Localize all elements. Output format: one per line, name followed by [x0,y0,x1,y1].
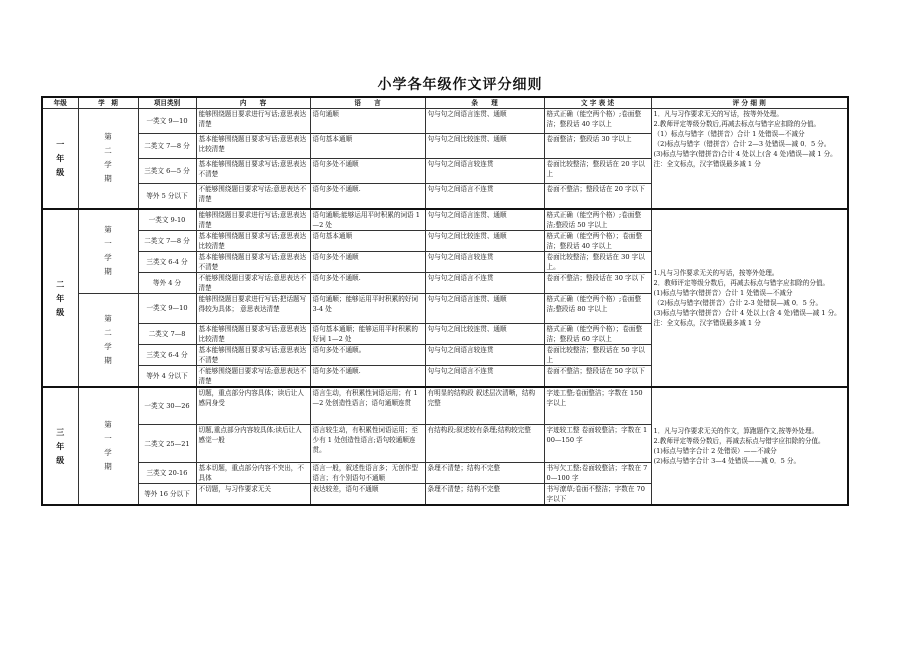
language-cell: 语言较生动，有积累性词语运用；至少有 1 处创造性语言;语句较通顺连贯。 [310,425,425,463]
category-cell: 二类文 25—21 [138,425,196,463]
language-cell: 表达较差，语句不通顺 [310,484,425,506]
semester-char: 期 [104,267,112,276]
writing-cell: 格式正确（能空两个格）；卷面整洁；整段话 60 字以上 [544,323,651,344]
content-cell: 不能够围绕题目要求写话;意思表达不清楚 [196,272,310,293]
semester-char: 二 [104,146,112,156]
category-cell: 二类文 7—8 分 [138,230,196,251]
semester-char: 第 [104,419,112,429]
header-grade: 年级 [42,97,78,109]
semester-char: 学 [104,253,112,262]
content-cell: 能够围绕题目要求进行写话;把话题写得较为具体； 意思表达清楚 [196,293,310,323]
writing-cell: 书写潦草;卷面不整洁；字数在 70 字以下 [544,484,651,506]
table-body [42,109,848,506]
structure-cell: 句与句之间语言连贯、通顺 [425,293,544,323]
language-cell: 语句多处不通顺. [310,184,425,209]
content-cell: 能够围绕题目要求进行写话;意思表达清楚 [196,109,310,134]
structure-cell: 句与句之间语言连贯、通顺 [425,109,544,134]
language-cell: 语言一般，叙述性语言多；无创作型语言；有个别语句不通顺 [310,463,425,484]
content-cell: 能够围绕题目要求进行写话;意思表达清楚 [196,209,310,231]
structure-cell: 句与句之间语言不连贯 [425,184,544,209]
header-row [42,97,848,109]
semester-char: 一 [104,433,112,443]
table-row [42,209,848,231]
language-cell: 语句基本通顺；能够运用平时积累的好词 1—2 处 [310,323,425,344]
category-cell: 一类文 9—10 [138,293,196,323]
structure-cell: 句与句之间语言较连贯 [425,251,544,272]
grade-char: 一 [56,139,65,150]
content-cell: 不切题，与习作要求无关 [196,484,310,506]
content-cell: 基本能够围绕题目要求写话;意思表达比较清楚 [196,230,310,251]
writing-cell: 卷面不整洁；整段话在 30 字以下 [544,272,651,293]
structure-cell: 句与句之间语言较连贯 [425,344,544,365]
semester-char: 期 [104,355,112,365]
semester-char: 期 [104,461,112,471]
semester-char: 第 [104,313,112,323]
header-writing: 文 字 表 述 [544,97,651,109]
language-cell: 语句通顺 [310,109,425,134]
content-cell: 基本能够围绕题目要求写话;意思表达不清楚 [196,251,310,272]
content-cell: 切题，重点部分内容具体；读后让人感同身受 [196,387,310,425]
writing-cell: 格式正确（能空两个格）；卷面整洁；整段话 40 字以上 [544,230,651,251]
grade-char: 三 [56,426,65,437]
header-rules: 评 分 细 则 [651,97,848,109]
writing-cell: 卷面比较整洁；整段话在 50 字以上 [544,344,651,365]
rules-cell: 1．凡与习作要求无关的作文，算跑题作文,按等外处理。 2.教师评定等级分数后，再减去标点与错字应扣除的分值。 (1)标点与错字合计 2 处错误）——不减分 (2)标点与错字合计 3—4 处错误——减 0．5 分。 [651,387,848,506]
semester-char: 一 [104,239,112,248]
table-row [42,109,848,134]
writing-cell: 卷面不整洁；整段话在 20 字以下 [544,184,651,209]
grade-char: 年 [56,440,65,451]
grade-cell [42,209,78,387]
category-cell: 二类文 7—8 [138,323,196,344]
header-category: 项目类别 [138,97,196,109]
content-cell: 不能够围绕题目要求写话;意思表达不清楚 [196,365,310,387]
writing-cell: 字迹较工整 卷面较整洁；字数在 100—150 字 [544,425,651,463]
scoring-table [41,96,849,506]
grade-cell [42,109,78,209]
structure-cell: 句与句之间语言较连贯 [425,159,544,184]
writing-cell: 卷面不整洁；整段话在 50 字以下 [544,365,651,387]
semester-char: 二 [104,327,112,337]
grade-cell [42,387,78,506]
header-structure: 条 理 [425,97,544,109]
grade-char: 年 [56,153,65,164]
content-cell: 基本能够围绕题目要求写话;意思表达比较清楚 [196,323,310,344]
writing-cell: 卷面比较整洁；整段话在 30 字以上。 [544,251,651,272]
category-cell: 一类文 9—10 [138,109,196,134]
category-cell: 二类文 7—8 分 [138,134,196,159]
rules-cell: 1.凡与习作要求无关的写话，按等外处理。 2．教师评定等级分数后，再减去标点与错字应扣除的分值。 (1)标点与错字(错拼音）合计 1 处错误—不减分 （2)标点与错字(错拼音）合计 2-3 处错误—减 0．5 分。 (3)标点与错字(错拼音）合计 4 处以上(含 4 处)错误—减 1 分。 注：全文标点，汉字错误最多减 1 分 [651,209,848,387]
language-cell: 语句多处不通顺 [310,251,425,272]
category-cell: 等外 4 分以下 [138,365,196,387]
category-cell: 一类文 30—26 [138,387,196,425]
category-cell: 三类文 6-4 分 [138,251,196,272]
writing-cell: 卷面比较整洁；整段话在 20 字以上 [544,159,651,184]
semester-char: 学 [104,341,112,351]
category-cell: 三类文 6-4 分 [138,344,196,365]
header-content: 内 容 [196,97,310,109]
page-title: 小学各年级作文评分细则 [377,77,543,93]
structure-cell: 句与句之间语言不连贯 [425,272,544,293]
language-cell: 语句多处不通顺。 [310,344,425,365]
semester-cell [78,109,138,209]
content-cell: 基本能够围绕题目要求写话;意思表达不清楚 [196,344,310,365]
semester-cell [78,209,138,294]
category-cell: 等外 5 分以下 [138,184,196,209]
structure-cell: 句与句之间比较连贯、通顺 [425,134,544,159]
header-language: 语 言 [310,97,425,109]
language-cell: 语句通顺；能够运用平时积累的好词 3-4 处 [310,293,425,323]
writing-cell: 格式正确（能空两个格）;卷面整洁;整段话 50 字以上 [544,209,651,231]
structure-cell: 有结构段;叙述较有条理;结构较完整 [425,425,544,463]
grade-char: 二 [56,278,65,289]
language-cell: 语句通顺;能够运用平时积累的词语 1—2 处 [310,209,425,231]
writing-cell: 格式正确（能空两个格）;卷面整洁;整段话 80 字以上 [544,293,651,323]
category-cell: 一类文 9-10 [138,209,196,231]
category-cell: 等外 4 分 [138,272,196,293]
language-cell: 语句基本通顺 [310,134,425,159]
writing-cell: 字迹工整;卷面整洁；字数在 150 字以上 [544,387,651,425]
grade-char: 级 [56,454,65,465]
semester-char: 期 [104,174,112,184]
structure-cell: 句与句之间比较连贯、通顺 [425,230,544,251]
semester-cell [78,293,138,387]
header-semester: 学 期 [78,97,138,109]
writing-cell: 卷面整洁；整段话 30 字以上 [544,134,651,159]
grade-char: 级 [56,306,65,317]
semester-char: 第 [104,132,112,142]
category-cell: 三类文 20-16 [138,463,196,484]
structure-cell: 句与句之间比较连贯、通顺 [425,323,544,344]
content-cell: 切题,重点部分内容较具体;读后让人感觉一般 [196,425,310,463]
rules-cell: 1．凡与习作要求无关的写话，按等外处理。 2.教师评定等级分数后,再减去标点与错字应扣除的分值。 （1）标点与错字（错拼音）合计 1 处错误—不减分 （2)标点与错字（错拼音）合计 2—3 处错误—减 0．5 分。 (3)标点与错字(错拼音)合计 4 处以上(含 4 处)错误—减 1 分。 注：全文标点，汉字错误最多减 1 分 [651,109,848,209]
writing-cell: 格式正确（能空两个格）;卷面整洁；整段话 40 字以上 [544,109,651,134]
grade-char: 年 [56,292,65,303]
language-cell: 语句多处不通顺 [310,159,425,184]
semester-cell [78,387,138,506]
category-cell: 等外 16 分以下 [138,484,196,506]
table-row [42,387,848,425]
structure-cell: 条理不清楚；结构不完整 [425,484,544,506]
grade-char: 级 [56,167,65,178]
language-cell: 语言生动，有积累性词语运用；有 1—2 处创造性语言；语句通顺连贯 [310,387,425,425]
language-cell: 语句基本通顺 [310,230,425,251]
content-cell: 基本能够围绕题目要求写话;意思表达比较清楚 [196,134,310,159]
semester-char: 学 [104,160,112,170]
content-cell: 不能够围绕题目要求写话;意思表达不清楚 [196,184,310,209]
content-cell: 基本能够围绕题目要求写话;意思表达不清楚 [196,159,310,184]
content-cell: 基本切题，重点部分内容不突出，不具体 [196,463,310,484]
semester-char: 学 [104,447,112,457]
structure-cell: 句与句之间语言连贯、通顺 [425,209,544,231]
semester-char: 第 [104,225,112,234]
structure-cell: 句与句之间语言不连贯 [425,365,544,387]
structure-cell: 条理不清楚；结构不完整 [425,463,544,484]
language-cell: 语句多处不通顺. [310,365,425,387]
writing-cell: 书写欠工整;卷面较整洁；字数在 70—100 字 [544,463,651,484]
language-cell: 语句多处不通顺. [310,272,425,293]
category-cell: 三类文 6—5 分 [138,159,196,184]
structure-cell: 有明显的结构段 叙述层次清晰，结构完整 [425,387,544,425]
